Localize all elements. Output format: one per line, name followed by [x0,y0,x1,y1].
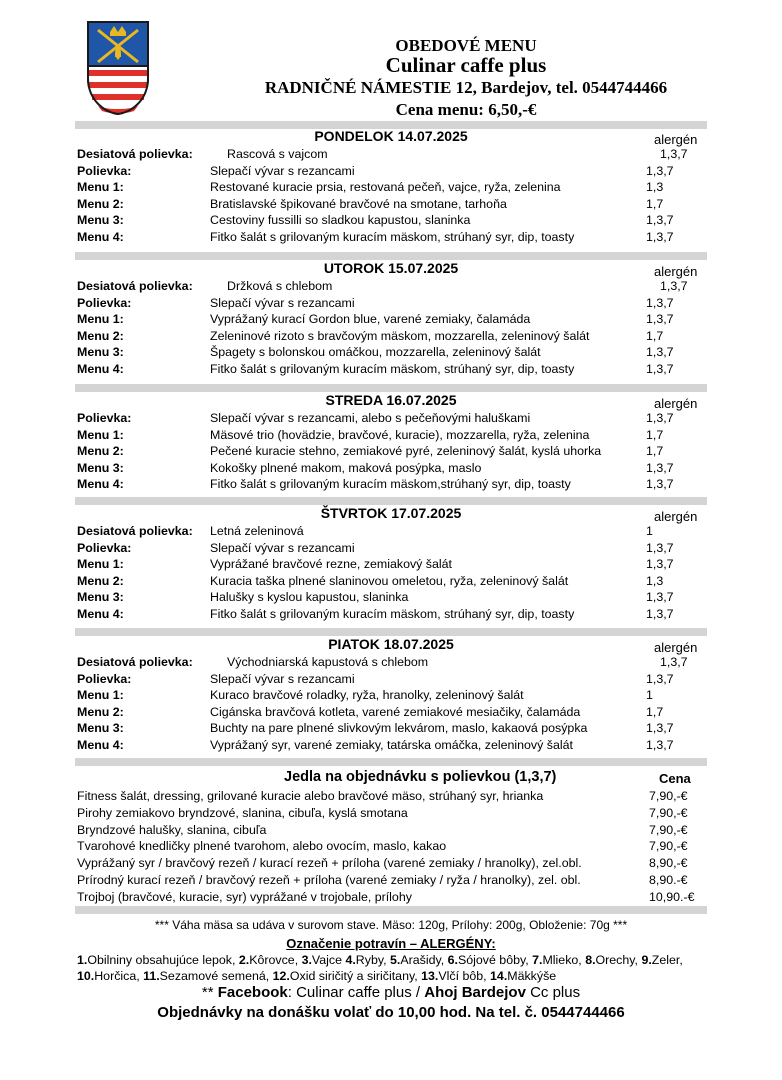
allergen-codes: 1,3,7 [646,295,674,310]
menu-label: Menu 1: [77,688,124,703]
menu-title: OBEDOVÉ MENU [395,36,537,55]
allergen-column-label: alergén [654,640,698,655]
dish-price: 7,90,-€ [649,839,688,854]
allergen-name: Arašidy, [400,953,448,967]
allergen-number: 7. [532,953,543,967]
dish-name: Bratislavské špikované bravčové na smotane, tarhoňa [210,196,507,211]
order-dishes [0,768,782,906]
allergen-name: Obilniny obsahujúce lepok, [87,953,239,967]
allergen-column-label: alergén [654,264,698,279]
dish-name: Kokošky plnené makom, maková posýpka, maslo [210,460,482,475]
menu-row [0,737,782,754]
menu-label: Menu 4: [77,477,124,492]
order-dish-row [0,872,782,889]
menu-row [0,654,782,671]
day-title: ŠTVRTOK 17.07.2025 [320,505,462,521]
dish-name: Cestoviny fussilli so sladkou kapustou, slaninka [210,213,471,228]
menu-label: Desiatová polievka: [77,147,193,161]
allergen-name: Mäkkýše [507,969,557,983]
allergen-number: 11. [143,969,160,983]
allergen-number: 8. [585,953,596,967]
dish-name: Slepačí vývar s rezancami, alebo s pečeňovými haluškami [210,411,531,425]
allergen-codes: 1,3,7 [646,477,674,492]
facebook-page-label: Ahoj Bardejov [424,984,526,1001]
dish-name: Kuracia taška plnené slaninovou omeletou, ryža, zeleninový šalát [210,573,569,588]
allergen-column-label: alergén [654,396,698,411]
allergen-number: 14. [490,969,508,983]
day-header [0,130,782,146]
menu-label: Desiatová polievka: [77,279,193,293]
section-divider [75,628,707,636]
allergen-codes: 1,3 [646,573,664,588]
menu-row [0,540,782,557]
menu-row [0,460,782,477]
allergen-number: 3. [301,953,312,967]
menu-label: Menu 4: [77,737,124,752]
menu-label: Menu 2: [77,704,124,719]
menu-row [0,361,782,378]
allergen-codes: 1,3,7 [646,540,674,555]
dish-name: Pečené kuracie stehno, zemiakové pyré, zeleninový šalát, kyslá uhorka [210,444,602,459]
allergen-name: Horčica, [94,969,144,983]
dish-name: Vyprážaný kurací Gordon blue, varené zemiaky, čalamáda [210,312,531,327]
day-header [0,262,782,278]
allergen-codes: 1,3,7 [646,411,674,425]
allergen-number: 6. [447,953,458,967]
section-divider [75,758,707,766]
menu-row [0,328,782,345]
menu-label: Menu 2: [77,196,124,211]
restaurant-address: RADNIČNÉ NÁMESTIE 12, Bardejov, tel. 0544744466 [264,78,668,97]
dish-name: Restované kuracie prsia, restovaná pečeň, vajce, ryža, zelenina [210,180,561,195]
allergen-codes: 1,3,7 [646,557,674,572]
dish-name: Rascová s vajcom [227,147,328,161]
allergen-codes: 1,3,7 [646,460,674,475]
allergen-codes: 1,3,7 [660,147,688,161]
allergen-codes: 1,3,7 [660,279,688,293]
dish-name: Držková s chlebom [227,279,333,293]
dish-name: Halušky s kyslou kapustou, slaninka [210,590,409,605]
menu-label: Menu 2: [77,573,124,588]
allergen-name: Sójové bôby, [457,953,533,967]
day-section [0,638,782,754]
menu-header [0,0,782,120]
menu-row [0,589,782,606]
allergen-number: 10. [77,969,95,983]
menu-row [0,704,782,721]
weight-note: *** Váha mäsa sa udáva v surovom stave. Mäso: 120g, Prílohy: 200g, Obloženie: 70g *** [154,918,628,932]
section-divider [75,497,707,505]
allergen-name: Zeler, [651,953,683,967]
menu-row [0,573,782,590]
order-dish-row [0,889,782,906]
allergen-column-label: alergén [654,509,698,524]
allergen-codes: 1,3,7 [646,361,674,376]
dish-name: Bryndzové halušky, slanina, cibuľa [77,822,267,837]
menu-row [0,344,782,361]
allergen-codes: 1,3,7 [646,606,674,621]
price-column-label: Cena [659,771,691,786]
allergen-number: 1. [77,953,88,967]
dish-name: Vyprážaný syr / bravčový rezeň / kurací rezeň + príloha (varené zemiaky / hranolky), zel.obl. [77,856,582,871]
facebook-label: Facebook [217,984,288,1001]
menu-label: Menu 3: [77,213,124,228]
dish-name: Východniarská kapustová s chlebom [227,655,429,669]
dish-name: Cigánska bravčová kotleta, varené zemiakové mesiačiky, čalamáda [210,704,581,719]
menu-row [0,427,782,444]
dish-name: Slepačí vývar s rezancami [210,163,355,178]
dish-name: Vyprážaný syr, varené zemiaky, tatárska omáčka, zeleninový šalát [210,737,573,752]
allergen-codes: 1,3,7 [646,590,674,605]
delivery-order-line: Objednávky na donášku volať do 10,00 hod. Na tel. č. 0544744466 [157,1004,625,1021]
menu-label: Menu 4: [77,229,124,244]
menu-label: Menu 3: [77,345,124,360]
menu-row [0,523,782,540]
menu-row [0,443,782,460]
dish-price: 7,90,-€ [649,822,688,837]
allergen-name: Vlčí bôb, [438,969,491,983]
allergen-codes: 1,3,7 [646,312,674,327]
menu-label: Menu 2: [77,444,124,459]
day-section [0,130,782,246]
section-divider [75,906,707,914]
dish-price: 8,90,-€ [649,856,688,871]
menu-row [0,146,782,163]
allergen-codes: 1 [646,524,653,538]
order-dish-row [0,822,782,839]
menu-label: Menu 1: [77,557,124,572]
allergen-codes: 1 [646,688,653,703]
section-divider [75,252,707,260]
menu-row [0,311,782,328]
menu-row [0,229,782,246]
day-section [0,394,782,493]
allergen-number: 5. [390,953,401,967]
restaurant-name: Culinar caffe plus [385,53,547,77]
allergen-codes: 1,3,7 [646,737,674,752]
menu-row [0,476,782,493]
dish-name: Slepačí vývar s rezancami [210,540,355,555]
dish-price: 10,90.-€ [649,889,695,904]
day-header [0,394,782,410]
menu-label: Polievka: [77,540,132,555]
menu-label: Polievka: [77,671,132,686]
dish-name: Mäsové trio (hovädzie, bravčové, kuracie), mozzarella, ryža, zelenina [210,427,590,442]
day-title: STREDA 16.07.2025 [325,392,457,408]
menu-row [0,163,782,180]
menu-label: Desiatová polievka: [77,524,193,538]
order-dishes-title: Jedla na objednávku s polievkou (1,3,7) [284,769,557,785]
menu-label: Menu 4: [77,606,124,621]
day-title: PONDELOK 14.07.2025 [314,128,468,144]
section-divider [75,384,707,392]
facebook-text: : Culinar caffe plus / [287,984,425,1001]
allergen-name: Oxid siričitý a siričitany, [289,969,422,983]
dish-name: Špagety s bolonskou omáčkou, mozzarella, zeleninový šalát [210,345,541,360]
dish-name: Fitko šalát s grilovaným kuracím mäskom,strúhaný syr, dip, toasty [210,477,571,492]
menu-row [0,720,782,737]
order-dish-row [0,788,782,805]
menu-label: Menu 3: [77,721,124,736]
day-header [0,638,782,654]
allergen-name: Vajce [311,953,346,967]
dish-name: Trojboj (bravčové, kuracie, syr) vyprážané v trojobale, prílohy [77,889,412,904]
allergen-codes: 1,7 [646,427,664,442]
menu-label: Polievka: [77,163,132,178]
dish-name: Vyprážané bravčové rezne, zemiakový šalát [210,557,452,572]
allergen-name: Mlieko, [542,953,586,967]
dish-name: Fitness šalát, dressing, grilované kuracie alebo bravčové mäso, strúhaný syr, hrianka [77,789,544,803]
menu-label: Polievka: [77,411,132,425]
dish-name: Zeleninové rizoto s bravčovým mäskom, mozzarella, zeleninový šalát [210,328,590,343]
allergen-codes: 1,7 [646,328,664,343]
menu-row [0,212,782,229]
menu-row [0,196,782,213]
dish-price: 8,90.-€ [649,872,688,887]
allergen-codes: 1,7 [646,704,664,719]
allergen-legend [77,952,717,984]
day-section [0,262,782,378]
menu-row [0,179,782,196]
menu-label: Polievka: [77,295,132,310]
allergen-name: Kôrovce, [249,953,302,967]
allergen-codes: 1,3,7 [646,671,674,686]
facebook-line [0,984,782,1001]
menu-row [0,556,782,573]
allergen-codes: 1,3,7 [646,229,674,244]
menu-label: Menu 1: [77,427,124,442]
menu-price: Cena menu: 6,50,-€ [395,100,537,119]
menu-label: Menu 1: [77,180,124,195]
dish-name: Letná zeleninová [210,524,304,538]
allergen-number: 9. [641,953,652,967]
allergen-codes: 1,7 [646,196,664,211]
dish-price: 7,90,-€ [649,805,688,820]
dish-name: Slepačí vývar s rezancami [210,671,355,686]
allergen-name: Ryby, [355,953,390,967]
menu-label: Menu 3: [77,460,124,475]
menu-label: Desiatová polievka: [77,655,193,669]
dish-name: Slepačí vývar s rezancami [210,295,355,310]
day-title: UTOROK 15.07.2025 [323,260,459,276]
menu-label: Menu 4: [77,361,124,376]
menu-label: Menu 1: [77,312,124,327]
menu-row [0,687,782,704]
allergen-codes: 1,3,7 [646,721,674,736]
menu-row [0,295,782,312]
order-dish-row [0,805,782,822]
allergen-number: 13. [421,969,439,983]
allergen-number: 12. [272,969,290,983]
facebook-suffix: Cc plus [525,984,581,1001]
coat-of-arms-icon [86,20,150,116]
dish-name: Kuraco bravčové roladky, ryža, hranolky, zeleninový šalát [210,688,524,703]
day-title: PIATOK 18.07.2025 [328,636,454,652]
day-section [0,507,782,623]
order-dishes-header [0,768,782,788]
allergen-codes: 1,7 [646,444,664,459]
dish-name: Pirohy zemiakovo bryndzové, slanina, cibuľa, kyslá smotana [77,805,408,820]
menu-row [0,278,782,295]
dish-name: Fitko šalát s grilovaným kuracím mäskom, strúhaný syr, dip, toasty [210,229,575,244]
allergen-codes: 1,3,7 [646,345,674,360]
order-dish-row [0,838,782,855]
menu-row [0,410,782,427]
allergen-codes: 1,3,7 [646,163,674,178]
allergen-codes: 1,3 [646,180,664,195]
facebook-prefix: ** [201,984,218,1001]
menu-label: Menu 2: [77,328,124,343]
order-dish-row [0,855,782,872]
dish-name: Buchty na pare plnené slivkovým lekvárom, maslo, kakaová posýpka [210,721,588,736]
allergen-name: Sezamové semená, [159,969,273,983]
dish-price: 7,90,-€ [649,789,688,803]
allergen-codes: 1,3,7 [660,655,688,669]
menu-row [0,671,782,688]
allergen-number: 4. [345,953,356,967]
day-header [0,507,782,523]
allergen-codes: 1,3,7 [646,213,674,228]
dish-name: Fitko šalát s grilovaným kuracím mäskom, strúhaný syr, dip, toasty [210,361,575,376]
allergen-legend-title: Označenie potravín – ALERGÉNY: [286,936,496,951]
dish-name: Fitko šalát s grilovaným kuracím mäskom, strúhaný syr, dip, toasty [210,606,575,621]
dish-name: Tvarohové knedličky plnené tvarohom, alebo ovocím, maslo, kakao [77,839,447,854]
menu-label: Menu 3: [77,590,124,605]
allergen-column-label: alergén [654,132,698,147]
allergen-number: 2. [238,953,250,967]
dish-name: Prírodný kurací rezeň / bravčový rezeň + príloha (varené zemiaky / ryža / hranolky), zel. obl. [77,872,581,887]
allergen-name: Orechy, [595,953,642,967]
menu-row [0,606,782,623]
